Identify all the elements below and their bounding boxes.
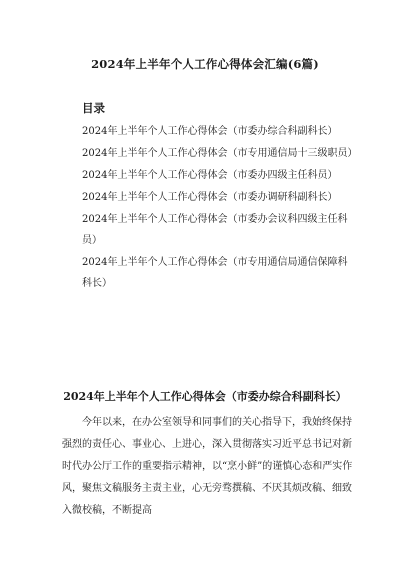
toc-heading: 目录 xyxy=(82,101,105,115)
body-paragraph: 今年以来，在办公室领导和同事们的关心指导下，我始终保持强烈的责任心、事业心、上进心，深入贯彻落实习近平总书记对新时代办公厅工作的重要指示精神，以“烹小鲜”的谨慎心态和严实作风，聚焦文稿服务主责主业，心无旁骛撰稿、不厌其烦改稿、细致入微校稿，不断提高 xyxy=(62,417,353,516)
section-title: 2024年上半年个人工作心得体会（市委办综合科副科长） xyxy=(63,390,347,403)
toc-item-1[interactable]: 2024年上半年个人工作心得体会（市委办综合科副科长） xyxy=(82,126,338,137)
body-text xyxy=(62,412,354,522)
document-title: 2024年上半年个人工作心得体会汇编(6篇) xyxy=(91,57,319,71)
toc-item-3[interactable]: 2024年上半年个人工作心得体会（市委办四级主任科员） xyxy=(82,170,338,181)
toc-item-5[interactable]: 2024年上半年个人工作心得体会（市委办会议科四级主任科员） xyxy=(82,214,348,246)
toc-item-4[interactable]: 2024年上半年个人工作心得体会（市委办调研科副科长） xyxy=(82,192,338,203)
toc-item-2[interactable]: 2024年上半年个人工作心得体会（市专用通信局十三级职员） xyxy=(82,148,358,159)
table-of-contents xyxy=(82,121,358,295)
toc-item-6[interactable]: 2024年上半年个人工作心得体会（市专用通信局通信保障科科长） xyxy=(82,257,348,289)
